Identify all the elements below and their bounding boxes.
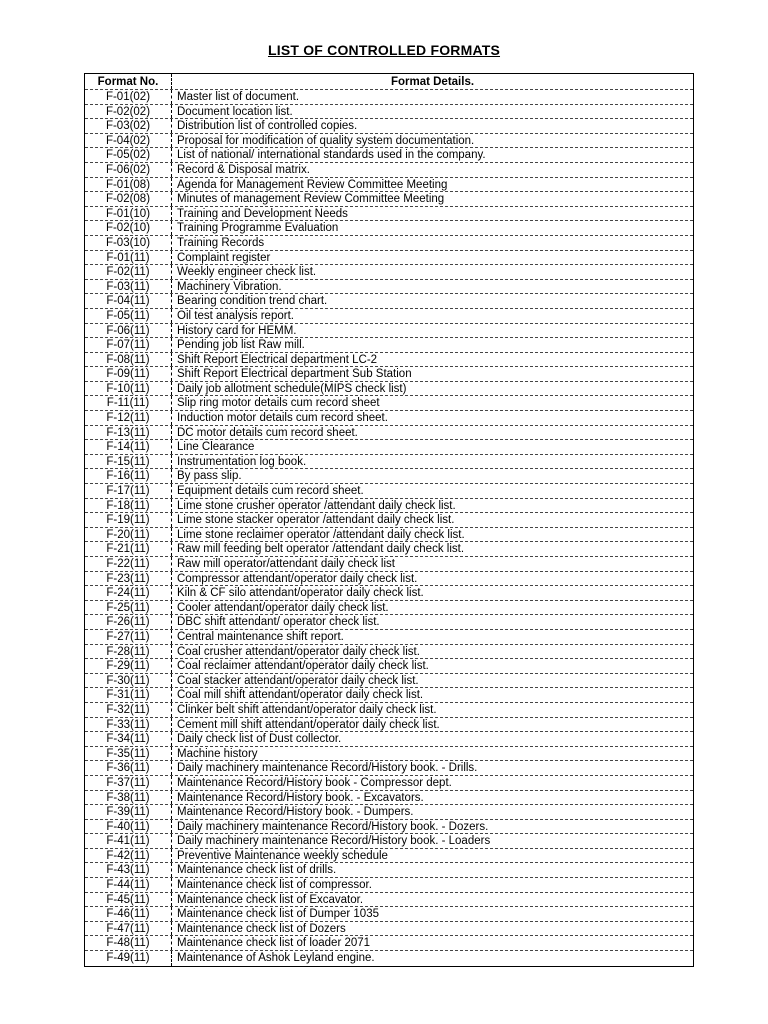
format-details-cell: Lime stone reclaimer operator /attendant daily check list. [177,528,465,541]
table-row [85,820,693,835]
table-row [85,134,693,149]
format-details-cell: Raw mill operator/attendant daily check list [177,558,395,570]
table-header-row [85,74,693,90]
format-number-cell: F-10(11) [85,382,172,396]
table-row [85,353,693,368]
table-row [85,426,693,441]
format-number-cell: F-28(11) [85,645,172,659]
format-details-cell: Compressor attendant/operator daily check list. [177,572,418,585]
format-details-cell: Pending job list Raw mill. [177,339,305,352]
format-details-cell: Oil test analysis report. [177,309,294,322]
format-number-cell: F-01(08) [85,178,172,192]
table-row [85,382,693,397]
format-number-cell: F-22(11) [85,557,172,571]
table-row [85,615,693,630]
format-details-cell: Machine history [177,747,258,760]
table-row [85,878,693,893]
format-number-cell: F-45(11) [85,893,172,907]
table-row [85,936,693,951]
format-details-cell: Distribution list of controlled copies. [177,120,358,133]
format-details-cell: Training Programme Evaluation [177,222,339,235]
table-row [85,221,693,236]
table-row [85,484,693,499]
format-number-cell: F-20(11) [85,528,172,542]
format-number-cell: F-30(11) [85,674,172,688]
format-number-cell: F-19(11) [85,513,172,527]
format-details-cell: Preventive Maintenance weekly schedule [177,849,388,862]
format-details-cell: DBC shift attendant/ operator check list. [177,616,380,629]
format-details-cell: DC motor details cum record sheet. [177,426,358,439]
table-row [85,148,693,163]
table-row [85,688,693,703]
table-row [85,630,693,645]
format-details-cell: Maintenance check list of compressor. [177,879,372,892]
format-number-cell: F-12(11) [85,411,172,425]
format-details-cell: Maintenance of Ashok Leyland engine. [177,952,375,965]
format-number-cell: F-23(11) [85,572,172,586]
format-number-cell: F-01(11) [85,251,172,265]
format-number-cell: F-42(11) [85,849,172,863]
format-number-cell: F-36(11) [85,761,172,775]
format-number-cell: F-16(11) [85,469,172,483]
format-number-cell: F-34(11) [85,732,172,746]
format-details-cell: Coal mill shift attendant/operator daily check list. [177,689,424,702]
format-details-cell: Raw mill feeding belt operator /attendant daily check list. [177,543,465,556]
format-number-cell: F-15(11) [85,455,172,469]
format-number-cell: F-38(11) [85,791,172,805]
header-format-no: Format No. [85,74,172,89]
table-row [85,893,693,908]
format-number-cell: F-24(11) [85,586,172,600]
format-number-cell: F-04(11) [85,294,172,308]
table-row [85,645,693,660]
table-row [85,236,693,251]
format-number-cell: F-09(11) [85,367,172,381]
format-number-cell: F-39(11) [85,805,172,819]
format-number-cell: F-33(11) [85,718,172,732]
table-row [85,805,693,820]
format-details-cell: Maintenance Record/History book. - Dumpers. [177,806,414,819]
format-number-cell: F-03(02) [85,119,172,133]
format-details-cell: Weekly engineer check list. [177,266,317,279]
table-row [85,732,693,747]
format-number-cell: F-21(11) [85,542,172,556]
table-row [85,528,693,543]
format-details-cell: Shift Report Electrical department LC-2 [177,353,378,366]
table-row [85,367,693,382]
table-row [85,440,693,455]
format-number-cell: F-06(11) [85,324,172,338]
format-details-cell: Daily job allotment schedule(MIPS check list) [177,382,407,395]
format-number-cell: F-43(11) [85,863,172,877]
format-number-cell: F-41(11) [85,834,172,848]
format-details-cell: By pass slip. [177,470,242,483]
table-row [85,338,693,353]
table-row [85,192,693,207]
format-details-cell: Complaint register [177,251,271,264]
format-number-cell: F-02(08) [85,192,172,206]
format-number-cell: F-37(11) [85,776,172,790]
format-number-cell: F-48(11) [85,936,172,950]
table-row [85,601,693,616]
table-row [85,455,693,470]
format-number-cell: F-46(11) [85,907,172,921]
format-details-cell: Instrumentation log book. [177,455,307,468]
format-details-cell: Daily machinery maintenance Record/History book. - Loaders [177,835,491,848]
format-details-cell: Kiln & CF silo attendant/operator daily check list. [177,587,424,600]
table-row [85,90,693,105]
format-details-cell: Maintenance Record/History book - Compressor dept. [177,776,452,789]
format-number-cell: F-01(10) [85,207,172,221]
format-details-cell: Bearing condition trend chart. [177,295,328,308]
format-details-cell: List of national/ international standards used in the company. [177,149,486,162]
format-details-cell: Agenda for Management Review Committee Meeting [177,178,448,191]
format-number-cell: F-25(11) [85,601,172,615]
table-row [85,776,693,791]
table-row [85,396,693,411]
format-details-cell: Maintenance check list of drills. [177,864,337,877]
table-row [85,163,693,178]
format-details-cell: Lime stone stacker operator /attendant daily check list. [177,514,455,527]
format-number-cell: F-26(11) [85,615,172,629]
format-number-cell: F-32(11) [85,703,172,717]
table-row [85,951,693,966]
table-row [85,659,693,674]
format-number-cell: F-11(11) [85,396,172,410]
format-details-cell: Line Clearance [177,441,255,454]
format-number-cell: F-04(02) [85,134,172,148]
table-row [85,557,693,572]
format-number-cell: F-17(11) [85,484,172,498]
table-row [85,251,693,266]
format-details-cell: Central maintenance shift report. [177,630,344,643]
format-details-cell: Coal crusher attendant/operator daily check list. [177,645,420,658]
format-details-cell: Cement mill shift attendant/operator daily check list. [177,718,440,731]
table-row [85,513,693,528]
format-number-cell: F-35(11) [85,747,172,761]
format-details-cell: Cooler attendant/operator daily check list. [177,601,389,614]
table-row [85,863,693,878]
format-number-cell: F-27(11) [85,630,172,644]
format-number-cell: F-06(02) [85,163,172,177]
table-row [85,761,693,776]
format-details-cell: Shift Report Electrical department Sub Station [177,368,412,381]
formats-table [84,73,694,967]
format-details-cell: Daily machinery maintenance Record/History book. - Dozers. [177,820,489,833]
format-details-cell: Master list of document. [177,91,300,103]
table-row [85,309,693,324]
format-details-cell: Daily check list of Dust collector. [177,733,342,746]
table-row [85,834,693,849]
table-row [85,849,693,864]
format-details-cell: Record & Disposal matrix. [177,163,310,176]
format-details-cell: Maintenance check list of Excavator. [177,893,364,906]
format-details-cell: Induction motor details cum record sheet. [177,412,388,425]
format-details-cell: Equipment details cum record sheet. [177,485,364,498]
format-details-cell: Coal reclaimer attendant/operator daily check list. [177,660,429,673]
format-details-cell: Maintenance Record/History book. - Excavators. [177,791,424,804]
format-details-cell: Coal stacker attendant/operator daily check list. [177,674,419,687]
format-number-cell: F-44(11) [85,878,172,892]
table-row [85,718,693,733]
table-row [85,791,693,806]
format-number-cell: F-05(11) [85,309,172,323]
format-number-cell: F-47(11) [85,922,172,936]
format-details-cell: History card for HEMM. [177,324,297,337]
format-number-cell: F-03(11) [85,280,172,294]
format-number-cell: F-02(02) [85,105,172,119]
header-format-details: Format Details. [390,76,475,88]
table-body [85,90,693,966]
table-row [85,207,693,222]
format-number-cell: F-03(10) [85,236,172,250]
table-row [85,499,693,514]
table-row [85,294,693,309]
format-details-cell: Clinker belt shift attendant/operator daily check list. [177,703,437,716]
format-details-cell: Document location list. [177,105,293,118]
format-number-cell: F-49(11) [85,951,172,966]
format-details-cell: Maintenance check list of Dumper 1035 [177,908,379,921]
format-number-cell: F-14(11) [85,440,172,454]
table-row [85,411,693,426]
table-row [85,922,693,937]
table-row [85,674,693,689]
table-row [85,586,693,601]
format-number-cell: F-01(02) [85,90,172,104]
format-details-cell: Slip ring motor details cum record sheet [177,397,380,410]
document-title: LIST OF CONTROLLED FORMATS [267,42,501,58]
format-details-cell: Maintenance check list of Dozers [177,922,346,935]
table-row [85,747,693,762]
table-row [85,105,693,120]
format-number-cell: F-08(11) [85,353,172,367]
table-row [85,572,693,587]
table-row [85,265,693,280]
format-number-cell: F-31(11) [85,688,172,702]
format-number-cell: F-18(11) [85,499,172,513]
format-number-cell: F-40(11) [85,820,172,834]
format-details-cell: Proposal for modification of quality system documentation. [177,134,475,147]
format-details-cell: Lime stone crusher operator /attendant daily check list. [177,499,456,512]
table-row [85,280,693,295]
format-details-cell: Daily machinery maintenance Record/History book. - Drills. [177,762,478,775]
format-details-cell: Training Records [177,236,265,249]
table-row [85,178,693,193]
table-row [85,469,693,484]
format-number-cell: F-07(11) [85,338,172,352]
table-row [85,324,693,339]
format-number-cell: F-05(02) [85,148,172,162]
format-number-cell: F-02(11) [85,265,172,279]
table-row [85,119,693,134]
format-details-cell: Training and Development Needs [177,207,348,220]
format-details-cell: Machinery Vibration. [177,280,282,293]
format-number-cell: F-02(10) [85,221,172,235]
format-number-cell: F-13(11) [85,426,172,440]
format-details-cell: Minutes of management Review Committee Meeting [177,193,445,206]
format-number-cell: F-29(11) [85,659,172,673]
table-row [85,542,693,557]
table-row [85,703,693,718]
table-row [85,907,693,922]
format-details-cell: Maintenance check list of loader 2071 [177,937,371,950]
